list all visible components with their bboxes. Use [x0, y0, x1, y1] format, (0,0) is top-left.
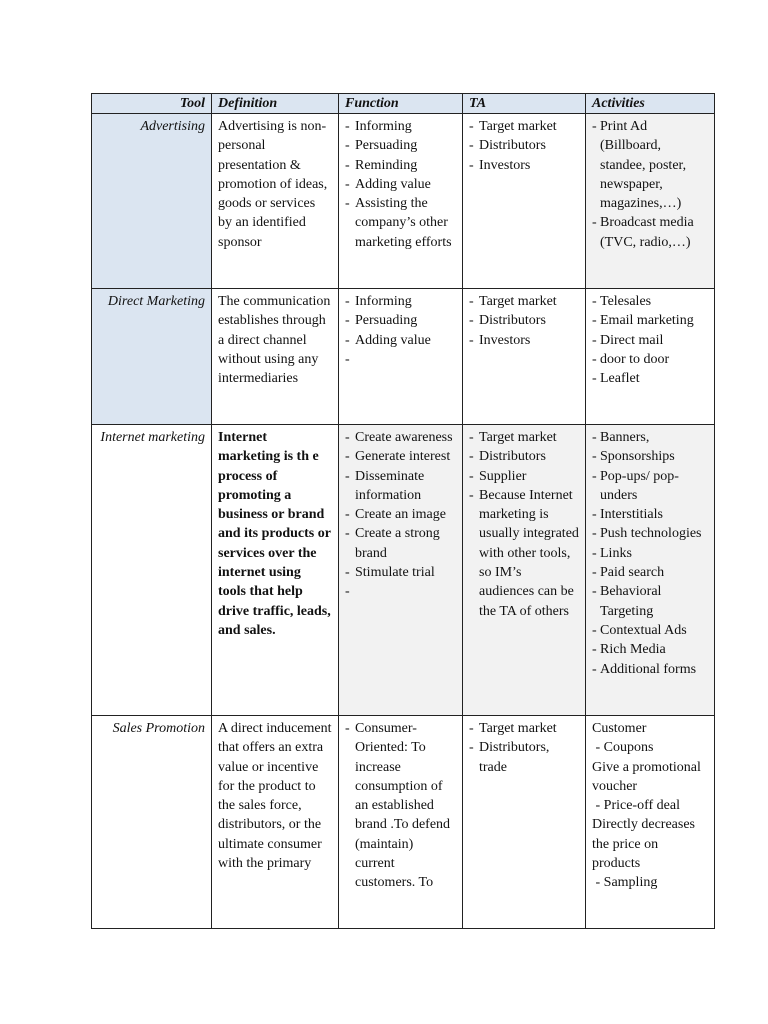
- list-item: - Broadcast media (TVC, radio,…): [592, 213, 708, 252]
- list-item: - Distributors: [469, 136, 579, 155]
- list-item: - Links: [592, 544, 708, 563]
- header-ta: TA: [463, 94, 586, 114]
- activities-list: [592, 428, 708, 679]
- header-function: Function: [339, 94, 463, 114]
- function-cell: [339, 289, 463, 425]
- list-item: - Persuading: [345, 136, 456, 155]
- table-header-row: [92, 94, 715, 114]
- list-item: - Adding value: [345, 175, 456, 194]
- definition-cell: Internet marketing is th e process of promoting a business or brand and its products or services over the internet using tools that help drive traffic, leads, and sales.: [212, 425, 339, 716]
- tool-cell: Direct Marketing: [92, 289, 212, 425]
- activities-list: [592, 117, 708, 252]
- list-item: - Distributors: [469, 447, 579, 466]
- list-item: - Distributors, trade: [469, 738, 579, 777]
- tool-cell: Advertising: [92, 114, 212, 289]
- list-item: - Push technologies: [592, 524, 708, 543]
- activity-line: - Sampling: [592, 875, 658, 891]
- ta-list: [469, 117, 579, 175]
- list-item: - Rich Media: [592, 640, 708, 659]
- function-cell: [339, 114, 463, 289]
- definition-cell: Advertising is non-personal presentation & promotion of ideas, goods or services by an identified sponsor: [212, 114, 339, 289]
- list-item: - Assisting the company’s other marketing efforts: [345, 194, 456, 252]
- list-item: - Interstitials: [592, 505, 708, 524]
- list-item: - Pop-ups/ pop-unders: [592, 467, 708, 506]
- list-item: - Print Ad (Billboard, standee, poster, newspaper, magazines,…): [592, 117, 708, 213]
- activity-line: - Coupons: [592, 740, 654, 756]
- ta-list: [469, 428, 579, 621]
- definition-cell: [212, 716, 339, 929]
- list-item: - Supplier: [469, 467, 579, 486]
- header-tool: Tool: [92, 94, 212, 114]
- marketing-tools-table: [91, 93, 715, 929]
- ta-cell: [463, 289, 586, 425]
- list-item: - Generate interest: [345, 447, 456, 466]
- activities-list: [592, 292, 708, 388]
- definition-text: A direct inducement that offers an extra value or incentive for the product to the sales force, distributors, or the ultimate consumer with the primary: [218, 721, 332, 872]
- header-definition: Definition: [212, 94, 339, 114]
- table-row-sales-promotion: [92, 716, 715, 929]
- list-item: [345, 350, 456, 369]
- list-item: - Create an image: [345, 505, 456, 524]
- list-item: - Leaflet: [592, 369, 708, 388]
- activity-line: Directly decreases the price on products: [592, 817, 699, 872]
- activities-cell: [586, 289, 715, 425]
- list-item: - Informing: [345, 117, 456, 136]
- list-item: - Email marketing: [592, 311, 708, 330]
- table-row-internet-marketing: [92, 425, 715, 716]
- header-activities: Activities: [586, 94, 715, 114]
- list-item: - Disseminate information: [345, 467, 456, 506]
- function-cell: [339, 716, 463, 929]
- activities-cell: [586, 716, 715, 929]
- ta-list: [469, 719, 579, 777]
- list-item: - Investors: [469, 156, 579, 175]
- definition-cell: The communication establishes through a direct channel without using any intermediaries: [212, 289, 339, 425]
- list-item: - Informing: [345, 292, 456, 311]
- table-row-direct-marketing: [92, 289, 715, 425]
- tool-cell: Internet marketing: [92, 425, 212, 716]
- function-cell: [339, 425, 463, 716]
- list-item: - Create awareness: [345, 428, 456, 447]
- function-list: [345, 117, 456, 252]
- list-item: - Target market: [469, 117, 579, 136]
- list-item: - Paid search: [592, 563, 708, 582]
- function-list: [345, 719, 456, 893]
- activity-line: - Price-off deal: [592, 798, 680, 814]
- list-item: - door to door: [592, 350, 708, 369]
- list-item: - Target market: [469, 292, 579, 311]
- list-item: - Stimulate trial: [345, 563, 456, 582]
- list-item: [345, 582, 456, 601]
- function-list: [345, 292, 456, 369]
- ta-cell: [463, 716, 586, 929]
- ta-list: [469, 292, 579, 350]
- list-item: - Investors: [469, 331, 579, 350]
- ta-cell: [463, 425, 586, 716]
- table-row-advertising: [92, 114, 715, 289]
- activities-list: [592, 719, 708, 928]
- ta-cell: [463, 114, 586, 289]
- activity-line: Customer: [592, 721, 647, 736]
- function-list: [345, 428, 456, 602]
- list-item: - Contextual Ads: [592, 621, 708, 640]
- list-item: - Direct mail: [592, 331, 708, 350]
- activities-cell: [586, 425, 715, 716]
- list-item: - Sponsorships: [592, 447, 708, 466]
- list-item: - Persuading: [345, 311, 456, 330]
- tool-cell: Sales Promotion: [92, 716, 212, 929]
- list-item: - Telesales: [592, 292, 708, 311]
- list-item: - Adding value: [345, 331, 456, 350]
- list-item: - Reminding: [345, 156, 456, 175]
- list-item: - Consumer-Oriented: To increase consumption of an established brand .To defend (maintain) current customers. To: [345, 719, 456, 893]
- list-item: - Distributors: [469, 311, 579, 330]
- activities-cell: [586, 114, 715, 289]
- list-item: - Additional forms: [592, 660, 708, 679]
- list-item: - Banners,: [592, 428, 708, 447]
- list-item: - Target market: [469, 428, 579, 447]
- list-item: - Because Internet marketing is usually integrated with other tools, so IM’s audiences can be the TA of others: [469, 486, 579, 621]
- list-item: - Create a strong brand: [345, 524, 456, 563]
- list-item: - Target market: [469, 719, 579, 738]
- list-item: - Behavioral Targeting: [592, 582, 708, 621]
- activity-line: Give a promotional voucher: [592, 759, 705, 794]
